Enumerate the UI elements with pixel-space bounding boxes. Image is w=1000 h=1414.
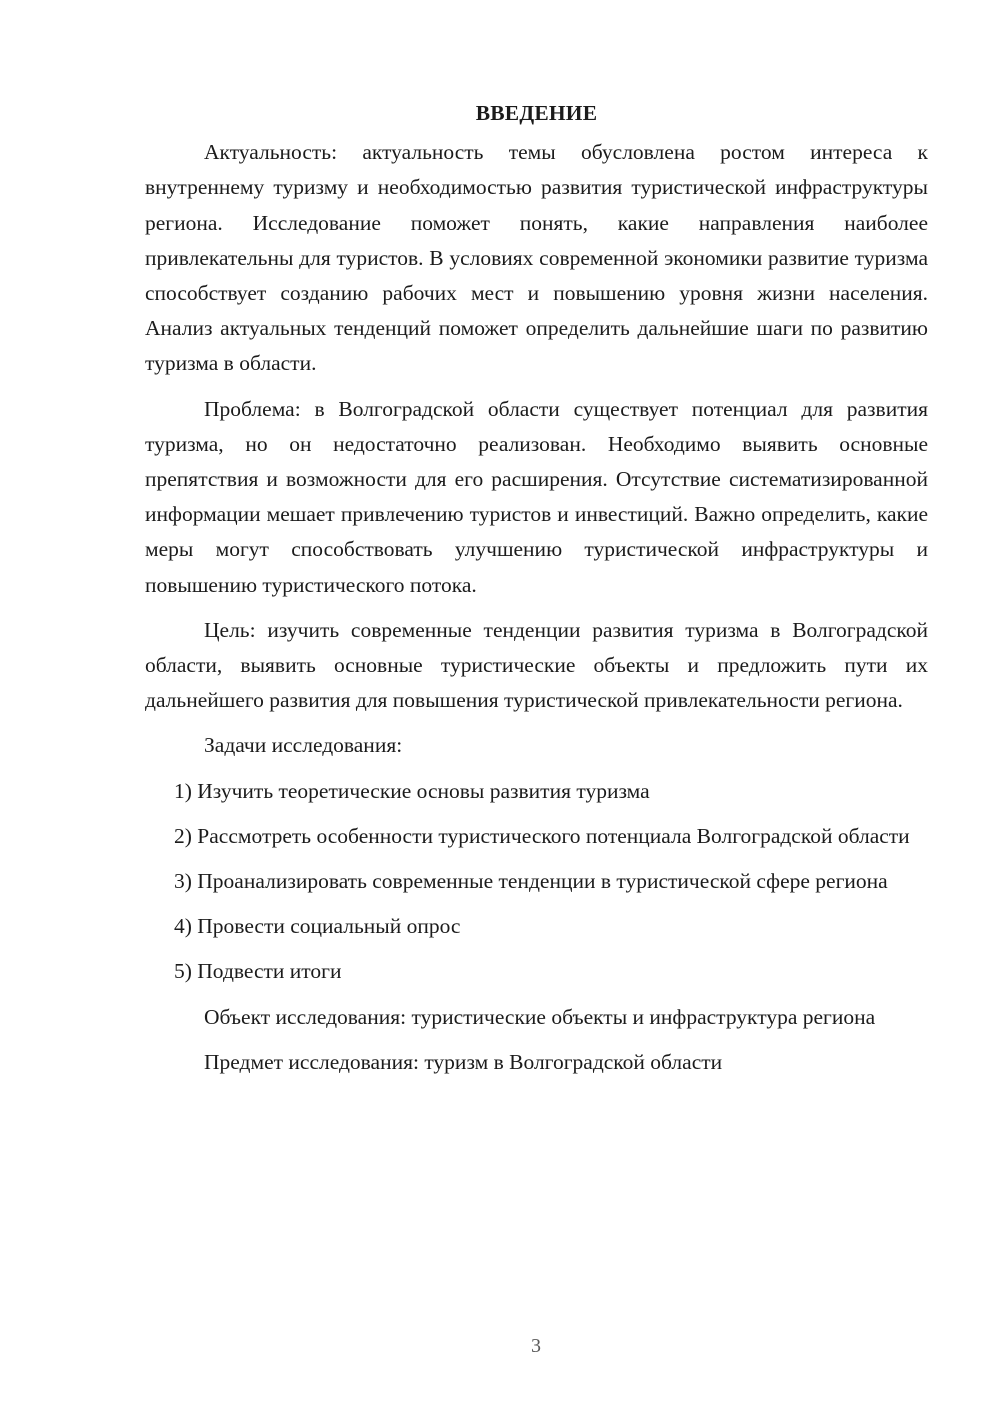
relevance-paragraph: Актуальность: актуальность темы обусловлена ростом интереса к внутреннему туризму и необходимостью развития туристической инфраструктуры региона. Исследование поможет понять, какие направления наиболее привлекательны для туристов. В условиях современной экономики развитие туризма способствует созданию рабочих мест и повышению уровня жизни населения. Анализ актуальных тенденций поможет определить дальнейшие шаги по развитию туризма в области.: [145, 140, 928, 376]
goal-paragraph: Цель: изучить современные тенденции развития туризма в Волгоградской области, выявить основные туристические объекты и предложить пути их дальнейшего развития для повышения туристической привлекательности региона.: [145, 617, 928, 713]
document-page: [145, 96, 928, 1090]
research-subject-paragraph: Предмет исследования: туризм в Волгоградской области: [204, 1049, 723, 1074]
task-item: 2) Рассмотреть особенности туристического потенциала Волгоградской области: [174, 823, 910, 848]
task-item: 3) Проанализировать современные тенденции в туристической сфере региона: [174, 869, 888, 894]
problem-paragraph: Проблема: в Волгоградской области существует потенциал для развития туризма, но он недостаточно реализован. Необходимо выявить основные препятствия и возможности для его расширения. Отсутствие систематизированной информации мешает привлечению туристов и инвестиций. Важно определить, какие меры могут способствовать улучшению туристической инфраструктуры и повышению туристического потока.: [145, 396, 928, 597]
task-item: 1) Изучить теоретические основы развития туризма: [174, 778, 650, 803]
tasks-heading: Задачи исследования:: [204, 733, 403, 758]
section-title: ВВЕДЕНИЕ: [475, 101, 598, 125]
research-object-paragraph: Объект исследования: туристические объекты и инфраструктура региона: [204, 1004, 876, 1029]
task-item: 4) Провести социальный опрос: [174, 914, 461, 939]
page-number: 3: [531, 1335, 541, 1357]
task-item: 5) Подвести итоги: [174, 959, 342, 984]
